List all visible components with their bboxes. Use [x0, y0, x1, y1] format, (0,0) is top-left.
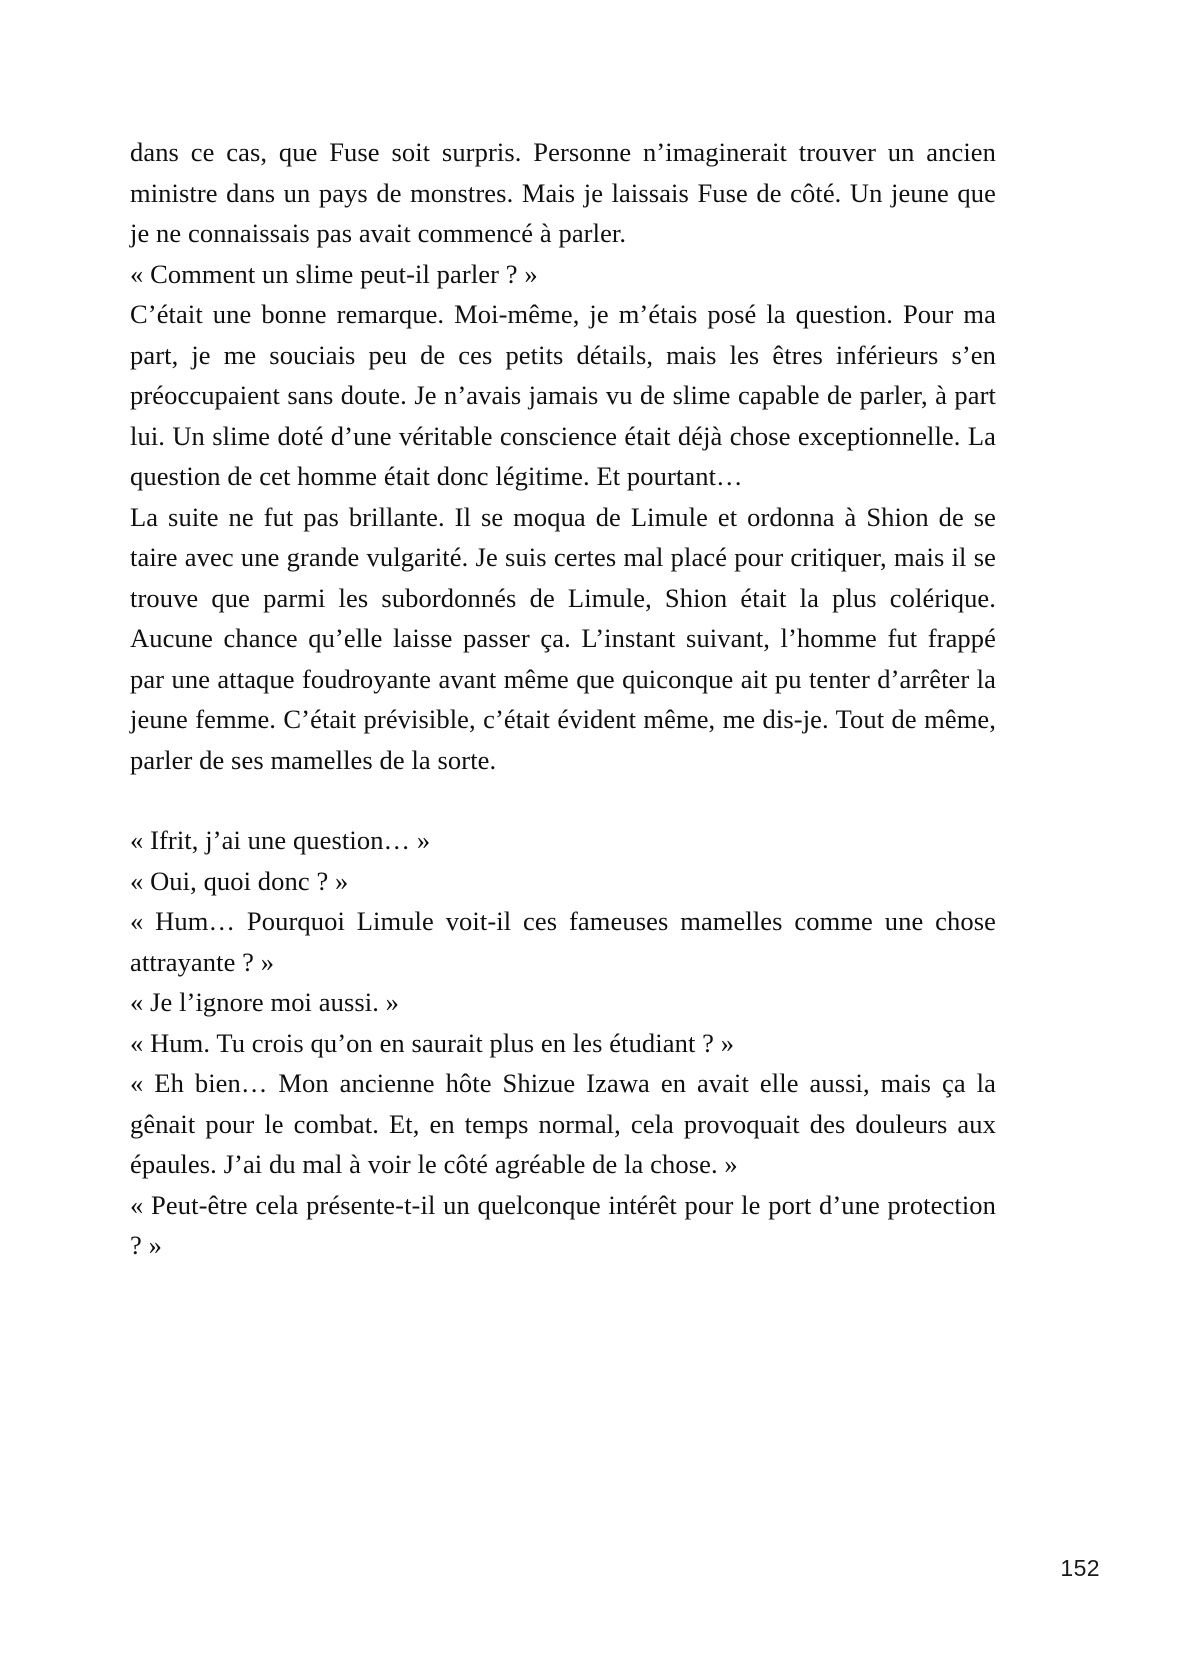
- body-text-column: [130, 132, 996, 1266]
- dialogue-line: « Comment un slime peut-il parler ? »: [130, 258, 538, 289]
- dialogue-line: « Hum… Pourquoi Limule voit-il ces fameuses mamelles comme une chose attrayante ? »: [130, 906, 996, 977]
- page-number: 152: [1060, 1555, 1100, 1581]
- dialogue-line: « Peut-être cela présente-t-il un quelconque intérêt pour le port d’une protection ? »: [130, 1189, 996, 1260]
- dialogue-line: « Je l’ignore moi aussi. »: [130, 987, 400, 1017]
- paragraph: La suite ne fut pas brillante. Il se moqua de Limule et ordonna à Shion de se taire avec une grande vulgarité. Je suis certes mal placé pour critiquer, mais il se trouve que parmi les subordonnés de Limule, Shion était la plus colérique. Aucune chance qu’elle laisse passer ça. L’instant suivant, l’homme fut frappé par une attaque foudroyante avant même que quiconque ait pu tenter d’arrêter la jeune femme. C’était prévisible, c’était évident même, me dis-je. Tout de même, parler de ses mamelles de la sorte.: [130, 501, 996, 775]
- paragraph-break: [130, 780, 996, 820]
- dialogue-line: « Hum. Tu crois qu’on en saurait plus en les étudiant ? »: [130, 1027, 735, 1058]
- dialogue-line: « Oui, quoi donc ? »: [130, 865, 349, 896]
- paragraph: C’était une bonne remarque. Moi-même, je m’étais posé la question. Pour ma part, je me souciais peu de ces petits détails, mais les êtres inférieurs s’en préoccupaient sans doute. Je n’avais jamais vu de slime capable de parler, à part lui. Un slime doté d’une véritable conscience était déjà chose exceptionnelle. La question de cet homme était donc légitime. Et pourtant…: [130, 299, 996, 491]
- dialogue-line: « Eh bien… Mon ancienne hôte Shizue Izawa en avait elle aussi, mais ça la gênait pour le combat. Et, en temps normal, cela provoquait des douleurs aux épaules. J’ai du mal à voir le côté agréable de la chose. »: [130, 1068, 996, 1179]
- dialogue-line: « Ifrit, j’ai une question… »: [130, 825, 431, 855]
- paragraph: dans ce cas, que Fuse soit surpris. Personne n’imaginerait trouver un ancien ministre dans un pays de monstres. Mais je laissais Fuse de côté. Un jeune que je ne connaissais pas avait commencé à parler.: [130, 137, 996, 248]
